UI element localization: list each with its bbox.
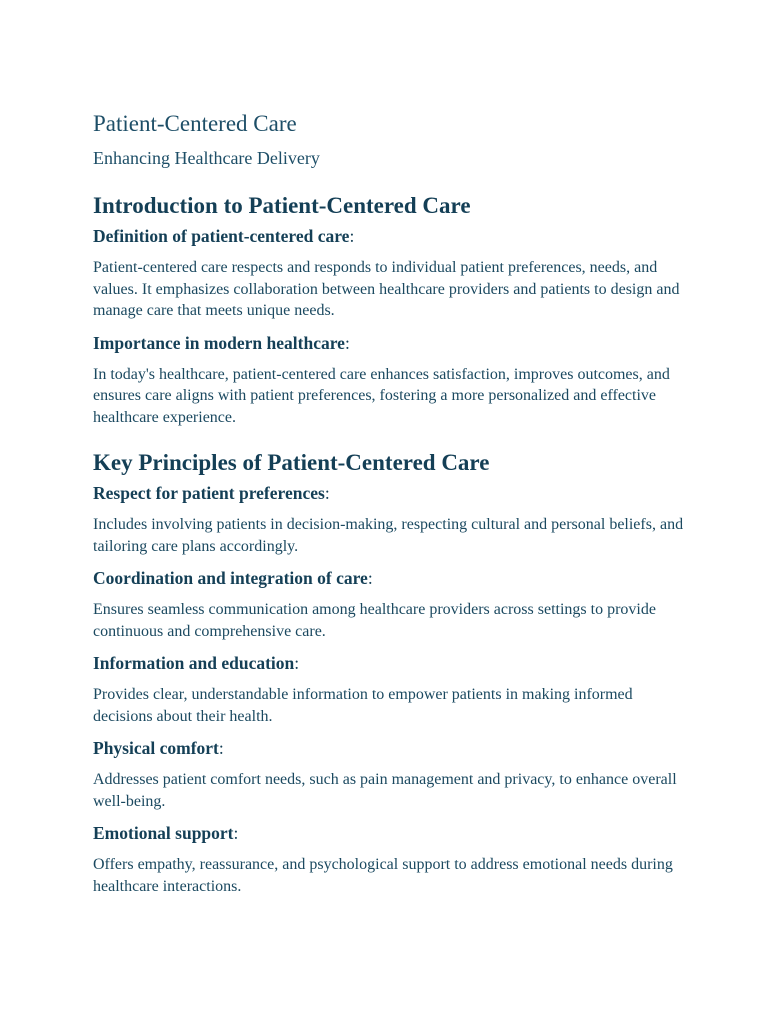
item-term-label: Information and education xyxy=(93,653,295,673)
item-description: In today's healthcare, patient-centered care enhances satisfaction, improves outcomes, and ensures care aligns with patient preferences, fostering a more personalized and effective healthcare experience. xyxy=(93,365,670,426)
item-term: Emotional support: xyxy=(93,823,239,843)
item-term: Physical comfort: xyxy=(93,738,224,758)
document-title: Patient-Centered Care xyxy=(93,111,297,136)
item-term-label: Importance in modern healthcare xyxy=(93,332,345,353)
list-item-emotional-support xyxy=(93,821,693,897)
item-description: Ensures seamless communication among healthcare providers across settings to provide continuous and comprehensive care. xyxy=(93,601,656,640)
section-key-principles xyxy=(93,447,693,897)
item-term-label: Physical comfort xyxy=(93,738,219,758)
item-term: Definition of patient-centered care: xyxy=(93,226,355,246)
item-description: Provides clear, understandable information to empower patients in making informed decisions about their health. xyxy=(93,686,633,725)
section-introduction xyxy=(93,190,693,428)
item-term-label: Respect for patient preferences xyxy=(93,483,325,503)
item-term-label: Emotional support xyxy=(93,823,234,843)
item-description: Includes involving patients in decision-making, respecting cultural and personal beliefs, and tailoring care plans accordingly. xyxy=(93,516,684,555)
item-description: Offers empathy, reassurance, and psychological support to address emotional needs during healthcare interactions. xyxy=(93,856,673,895)
item-description: Patient-centered care respects and responds to individual patient preferences, needs, and values. It emphasizes collaboration between healthcare providers and patients to design and manage care that meets unique needs. xyxy=(93,259,680,319)
document-subtitle: Enhancing Healthcare Delivery xyxy=(93,148,320,168)
item-term-label: Coordination and integration of care xyxy=(93,568,368,588)
section-heading: Key Principles of Patient-Centered Care xyxy=(93,450,490,475)
item-term: Importance in modern healthcare: xyxy=(93,332,350,353)
list-item-physical-comfort xyxy=(93,736,693,812)
item-term: Coordination and integration of care: xyxy=(93,568,373,588)
list-item-information xyxy=(93,651,693,727)
list-item-coordination xyxy=(93,566,693,642)
section-heading: Introduction to Patient-Centered Care xyxy=(93,193,471,218)
item-term: Respect for patient preferences: xyxy=(93,483,330,503)
item-term: Information and education: xyxy=(93,653,300,673)
list-item-respect xyxy=(93,481,693,557)
list-item-definition xyxy=(93,224,693,322)
item-term-label: Definition of patient-centered care xyxy=(93,226,350,246)
item-description: Addresses patient comfort needs, such as pain management and privacy, to enhance overall well-being. xyxy=(93,771,677,810)
list-item-importance xyxy=(93,331,693,429)
document-page xyxy=(93,108,693,897)
